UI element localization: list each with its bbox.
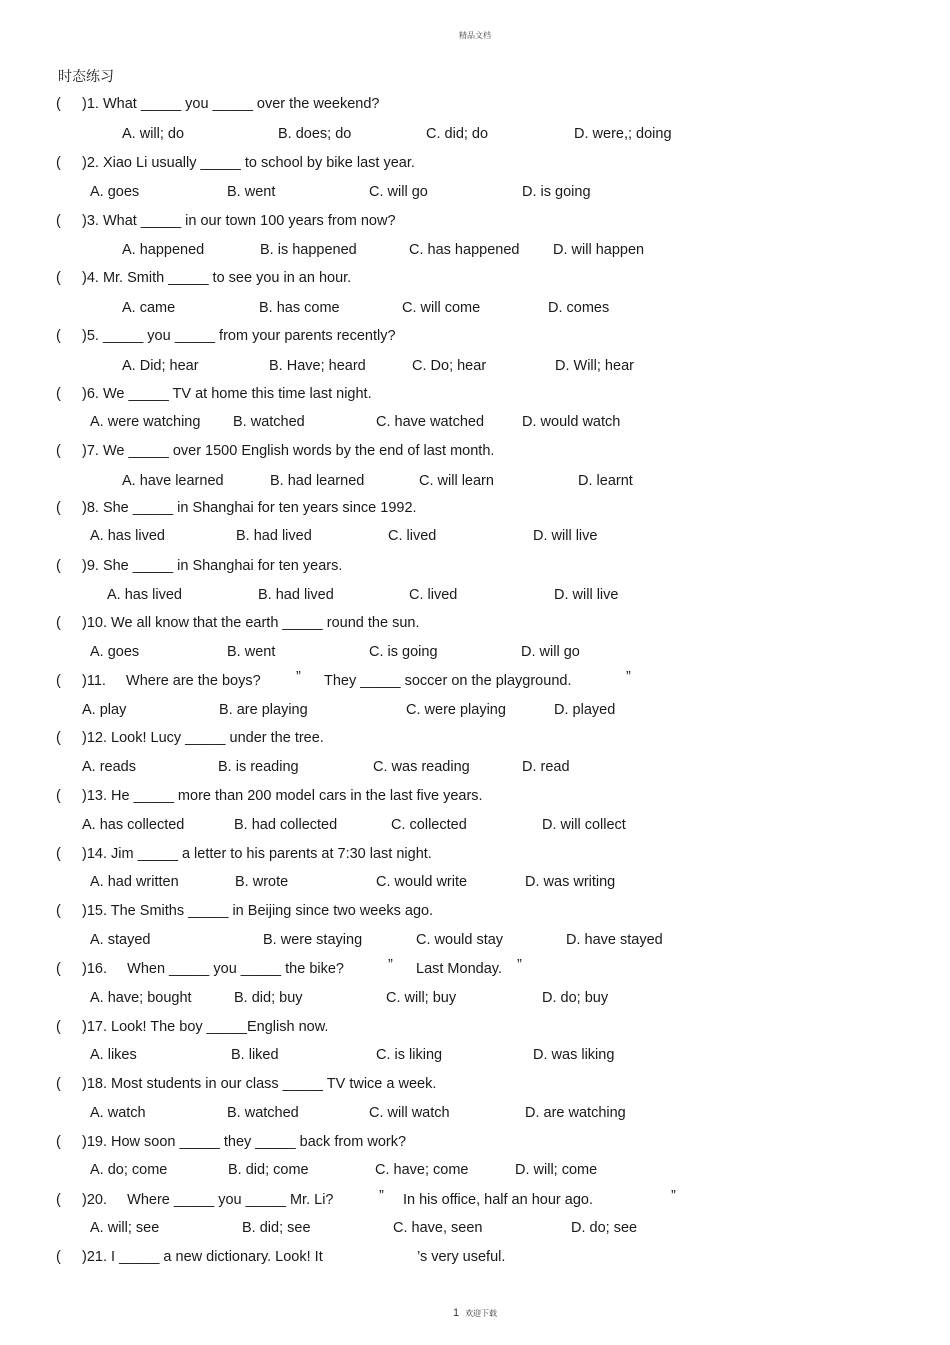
dialogue-text: ” [517,957,522,973]
option-d: D. do; buy [542,990,609,1006]
option-c: C. did; do [426,126,489,142]
answer-bracket: ( [56,961,61,977]
option-d: D. will live [554,587,619,603]
option-a: A. has lived [107,587,182,603]
option-a: A. have learned [122,473,224,489]
option-c: C. Do; hear [412,358,487,374]
dialogue-text: ” [379,1188,384,1204]
answer-bracket: ( [56,1134,61,1150]
dialogue-text: ” [388,957,393,973]
dialogue-text: ” [626,669,631,685]
question-15 [56,901,433,921]
option-b: B. are playing [219,702,308,718]
option-c: C. will come [402,300,481,316]
option-a: A. has lived [90,528,165,544]
option-c: C. was reading [373,759,470,775]
question-stem: )14. Jim _____ a letter to his parents at 7:30 last night. [82,846,432,862]
option-a: A. stayed [90,932,151,948]
option-d: D. played [554,702,616,718]
question-stem: )17. Look! The boy _____English now. [82,1019,329,1035]
question-stem: )5. _____ you _____ from your parents recently? [82,328,396,344]
answer-bracket: ( [56,558,61,574]
option-b: B. did; buy [234,990,303,1006]
question-stem: )10. We all know that the earth _____ round the sun. [82,615,420,631]
question-stem: )1. What _____ you _____ over the weekend? [82,96,380,112]
answer-bracket: ( [56,443,61,459]
answer-bracket: ( [56,1076,61,1092]
question-16 [56,959,344,979]
option-b: B. wrote [235,874,289,890]
option-c: C. will; buy [386,990,457,1006]
question-stem: )12. Look! Lucy _____ under the tree. [82,730,324,746]
question-21 [56,1247,323,1267]
option-a: A. likes [90,1047,137,1063]
option-a: A. watch [90,1105,146,1121]
option-b: B. had lived [236,528,312,544]
answer-bracket: ( [56,615,61,631]
question-stem: )9. She _____ in Shanghai for ten years. [82,558,343,574]
answer-bracket: ( [56,155,61,171]
question-stem: )20. Where _____ you _____ Mr. Li? [82,1192,334,1208]
option-a: A. have; bought [90,990,192,1006]
option-c: C. lived [388,528,437,544]
option-b: B. were staying [263,932,363,948]
option-a: A. came [122,300,176,316]
question-stem: )2. Xiao Li usually _____ to school by bike last year. [82,155,415,171]
question-17 [56,1017,328,1037]
option-b: B. watched [227,1105,299,1121]
option-b: B. had lived [258,587,334,603]
option-c: C. will learn [419,473,494,489]
option-c: C. is liking [376,1047,443,1063]
option-d: D. were,; doing [574,126,672,142]
answer-bracket: ( [56,386,61,402]
option-a: A. had written [90,874,179,890]
dialogue-text: They _____ soccer on the playground. [324,673,572,689]
question-5 [56,326,396,346]
option-c: C. have; come [375,1162,469,1178]
option-d: D. will happen [553,242,645,258]
option-d: D. do; see [571,1220,638,1236]
page-number: 1 [452,1307,460,1319]
option-b: B. Have; heard [269,358,366,374]
question-2 [56,153,415,173]
option-b: B. had collected [234,817,338,833]
question-10 [56,613,419,633]
option-d: D. will; come [515,1162,598,1178]
answer-bracket: ( [56,270,61,286]
question-14 [56,844,432,864]
option-c: C. were playing [406,702,506,718]
option-b: B. is happened [260,242,357,258]
answer-bracket: ( [56,788,61,804]
question-20 [56,1190,333,1210]
option-c: C. lived [409,587,458,603]
answer-bracket: ( [56,328,61,344]
option-b: B. has come [259,300,340,316]
option-c: C. would stay [416,932,504,948]
question-6 [56,384,372,404]
option-a: A. were watching [90,414,201,430]
question-19 [56,1132,406,1152]
option-c: C. has happened [409,242,520,258]
question-stem: )18. Most students in our class _____ TV twice a week. [82,1076,437,1092]
option-a: A. goes [90,644,140,660]
answer-bracket: ( [56,500,61,516]
question-18 [56,1074,436,1094]
option-a: A. Did; hear [122,358,199,374]
option-a: A. play [82,702,127,718]
question-stem: )7. We _____ over 1500 English words by the end of last month. [82,443,495,459]
option-b: B. went [227,644,276,660]
question-stem: )21. I _____ a new dictionary. Look! It [82,1249,323,1265]
question-7 [56,441,494,461]
question-8 [56,498,417,518]
option-d: D. is going [522,184,591,200]
answer-bracket: ( [56,213,61,229]
option-b: B. does; do [278,126,352,142]
option-b: B. liked [231,1047,279,1063]
question-stem: )6. We _____ TV at home this time last night. [82,386,372,402]
question-stem: )8. She _____ in Shanghai for ten years since 1992. [82,500,417,516]
answer-bracket: ( [56,846,61,862]
question-3 [56,211,396,231]
option-a: A. goes [90,184,140,200]
footer-text: 欢迎下载 [465,1309,498,1318]
page-footer [0,1307,950,1319]
option-d: D. learnt [578,473,633,489]
dialogue-text: ’s very useful. [417,1249,506,1265]
option-b: B. watched [233,414,305,430]
option-c: C. will go [369,184,428,200]
answer-bracket: ( [56,730,61,746]
option-d: D. was writing [525,874,616,890]
option-a: A. happened [122,242,205,258]
option-d: D. comes [548,300,610,316]
question-13 [56,786,483,806]
answer-bracket: ( [56,673,61,689]
dialogue-text: ” [671,1188,676,1204]
dialogue-text: Last Monday. [416,961,502,977]
option-d: D. read [522,759,570,775]
option-a: A. reads [82,759,136,775]
option-c: C. will watch [369,1105,450,1121]
option-a: A. will; do [122,126,185,142]
option-b: B. had learned [270,473,365,489]
option-d: D. will live [533,528,598,544]
question-stem: )15. The Smiths _____ in Beijing since two weeks ago. [82,903,434,919]
question-stem: )3. What _____ in our town 100 years from now? [82,213,396,229]
option-d: D. will collect [542,817,626,833]
answer-bracket: ( [56,1192,61,1208]
option-a: A. do; come [90,1162,168,1178]
option-d: D. would watch [522,414,621,430]
dialogue-text: ” [296,669,301,685]
option-c: C. have watched [376,414,485,430]
option-d: D. are watching [525,1105,626,1121]
question-stem: )16. When _____ you _____ the bike? [82,961,344,977]
page-title: 时态练习 [58,69,114,85]
option-b: B. did; come [228,1162,309,1178]
option-c: C. would write [376,874,468,890]
question-stem: )19. How soon _____ they _____ back from work? [82,1134,407,1150]
question-stem: )13. He _____ more than 200 model cars in the last five years. [82,788,483,804]
question-12 [56,728,324,748]
option-d: D. have stayed [566,932,663,948]
question-stem: )11. Where are the boys? [82,673,261,689]
option-b: B. went [227,184,276,200]
option-c: C. collected [391,817,467,833]
option-d: D. Will; hear [555,358,634,374]
question-1 [56,94,379,114]
question-stem: )4. Mr. Smith _____ to see you in an hour. [82,270,352,286]
option-d: D. will go [521,644,580,660]
option-b: B. did; see [242,1220,311,1236]
dialogue-text: In his office, half an hour ago. [403,1192,593,1208]
option-c: C. is going [369,644,438,660]
header-watermark: 精品文档 [459,31,491,40]
question-4 [56,268,351,288]
answer-bracket: ( [56,1249,61,1265]
option-b: B. is reading [218,759,299,775]
answer-bracket: ( [56,96,61,112]
answer-bracket: ( [56,1019,61,1035]
option-a: A. will; see [90,1220,160,1236]
question-11 [56,671,261,691]
option-c: C. have, seen [393,1220,483,1236]
option-a: A. has collected [82,817,185,833]
option-d: D. was liking [533,1047,615,1063]
question-9 [56,556,342,576]
answer-bracket: ( [56,903,61,919]
